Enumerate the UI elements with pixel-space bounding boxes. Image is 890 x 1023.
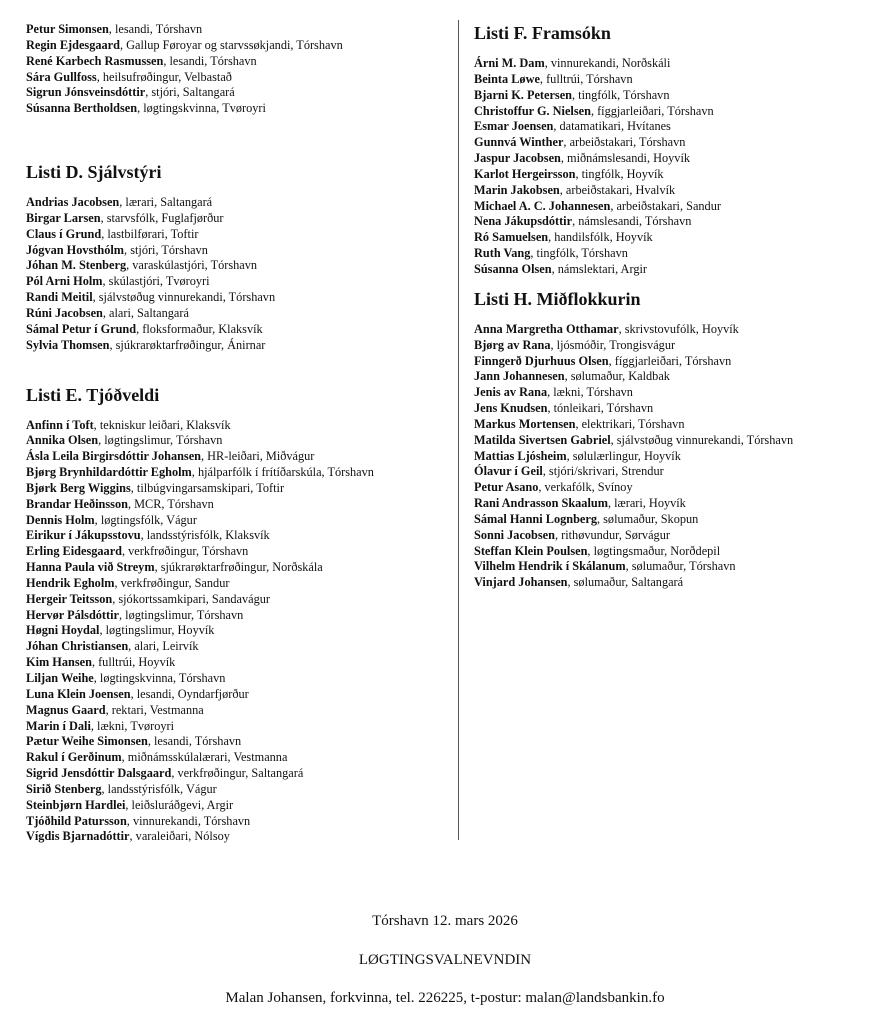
candidate-name: Sigrun Jónsveinsdóttir <box>26 85 146 100</box>
candidate-details: , løgtingsmaður, Norðdepil <box>587 543 721 558</box>
candidate-name: Beinta Løwe <box>474 71 540 86</box>
candidate-details: , sølumaður, Saltangará <box>567 575 684 590</box>
candidate-name: Høgni Hoydal <box>26 623 100 638</box>
candidate-name: Bjørk Berg Wiggins <box>26 480 131 495</box>
candidate-details: , sjálvstøðug vinnurekandi, Tórshavn <box>610 432 794 447</box>
candidate-details: , lækni, Tórshavn <box>547 385 633 400</box>
candidate-entry <box>26 195 451 211</box>
candidate-entry <box>26 782 451 798</box>
candidate-details: , vinnurekandi, Norðskáli <box>544 56 671 70</box>
candidate-entry <box>474 575 884 591</box>
candidate-details: , lesandi, Tórshavn <box>108 22 203 36</box>
candidate-name: Petur Asano <box>474 480 539 495</box>
candidate-details: , lærari, Hoyvík <box>607 496 686 511</box>
candidate-entry <box>26 528 451 544</box>
candidate-details: , sjálvstøðug vinnurekandi, Tórshavn <box>92 290 276 305</box>
candidate-entry <box>26 465 451 481</box>
candidate-details: , floksformaður, Klaksvík <box>136 321 263 336</box>
candidate-entry <box>474 512 884 528</box>
candidate-details: , lesandi, Oyndarfjørður <box>130 686 249 701</box>
list-heading: Listi F. Framsókn <box>474 23 611 43</box>
candidate-entry <box>474 119 884 135</box>
candidate-details: , løgtingsfólk, Vágur <box>94 512 197 527</box>
candidate-entry <box>26 101 451 117</box>
candidate-details: , varaleiðari, Nólsoy <box>129 829 230 844</box>
candidate-entry <box>26 258 451 274</box>
candidate-details: , leiðsluráðgevi, Argir <box>125 797 234 812</box>
candidate-name: Hendrik Egholm <box>26 575 115 590</box>
candidate-entry <box>26 829 451 845</box>
candidate-name: Rakul í Gerðinum <box>26 750 122 765</box>
candidate-details: , vinnurekandi, Tórshavn <box>126 813 251 828</box>
candidate-name: Bjarni K. Petersen <box>474 87 573 102</box>
candidate-entry <box>474 322 884 338</box>
candidate-details: , hjálparfólk í frítíðarskúla, Tórshavn <box>191 465 374 480</box>
candidate-entry <box>474 183 884 199</box>
candidate-entry <box>474 417 884 433</box>
candidate-entry <box>26 54 451 70</box>
candidate-details: , námslektari, Argir <box>551 261 647 276</box>
candidate-name: Hervør Pálsdóttir <box>26 607 120 622</box>
candidate-name: Jóhan M. Stenberg <box>26 258 127 273</box>
candidate-name: Bjørg av Rana <box>474 337 551 352</box>
candidate-details: , løgtingskvinna, Tórshavn <box>93 671 226 685</box>
candidate-entry <box>474 214 884 230</box>
candidate-entry <box>474 151 884 167</box>
candidate-entry <box>26 576 451 592</box>
candidate-details: , lærari, Saltangará <box>119 195 213 210</box>
candidate-details: , stjóri/skrivari, Strendur <box>542 464 664 479</box>
candidate-name: Rúni Jacobsen <box>26 305 103 320</box>
candidate-entry <box>26 719 451 735</box>
candidate-entry <box>26 70 451 86</box>
candidate-entry <box>474 433 884 449</box>
candidate-details: , landsstýrisfólk, Vágur <box>101 781 217 796</box>
candidate-name: Sirið Stenberg <box>26 781 102 796</box>
candidate-details: , datamatikari, Hvítanes <box>553 119 671 134</box>
candidate-details: , sjúkrarøktarfrøðingur, Ánirnar <box>109 337 266 352</box>
candidate-name: Jógvan Hovsthólm <box>26 242 125 257</box>
candidate-details: , løgtingslimur, Tórshavn <box>98 433 223 448</box>
candidate-entry <box>26 544 451 560</box>
candidate-name: Rani Andrasson Skaalum <box>474 496 608 511</box>
list-heading: Listi D. Sjálvstýri <box>26 162 162 183</box>
candidate-entry <box>26 814 451 830</box>
candidate-name: Luna Klein Joensen <box>26 686 131 701</box>
candidate-details: , tingfólk, Hoyvík <box>575 166 664 181</box>
candidate-name: Eirikur í Jákupsstovu <box>26 528 141 543</box>
candidate-entry <box>26 734 451 750</box>
candidate-entry <box>474 496 884 512</box>
candidate-entry <box>474 385 884 401</box>
candidate-name: Bjørg Brynhildardóttir Egholm <box>26 465 192 480</box>
candidate-details: , heilsufrøðingur, Velbastað <box>96 69 232 84</box>
candidate-name: Ólavur í Geil <box>474 464 543 479</box>
candidate-details: , tingfólk, Tórshavn <box>530 246 628 261</box>
candidate-details: , rithøvundur, Sørvágur <box>554 527 670 542</box>
candidate-entry <box>26 243 451 259</box>
candidate-details: , arbeiðstakari, Tórshavn <box>563 135 686 150</box>
candidate-details: , tekniskur leiðari, Klaksvík <box>93 417 231 432</box>
candidate-entry <box>26 592 451 608</box>
candidate-name: Pætur Weihe Simonsen <box>26 734 148 749</box>
candidate-details: , sølumaður, Skopun <box>597 511 699 526</box>
list-heading: Listi H. Miðflokkurin <box>474 288 641 309</box>
candidate-entry <box>26 22 451 38</box>
candidate-details: , miðnámsskúlalærari, Vestmanna <box>121 750 288 765</box>
candidate-details: , skúlastjóri, Tvøroyri <box>102 274 210 289</box>
candidate-entry <box>474 559 884 575</box>
candidate-entry <box>26 211 451 227</box>
candidate-entry <box>26 750 451 766</box>
candidate-name: Vilhelm Hendrik í Skálanum <box>474 559 626 574</box>
candidate-name: Michael A. C. Johannesen <box>474 198 611 213</box>
candidate-entry <box>26 639 451 655</box>
candidate-name: Christoffur G. Nielsen <box>474 103 591 118</box>
candidate-entry <box>26 290 451 306</box>
candidate-name: Vígdis Bjarnadóttir <box>26 829 130 844</box>
candidate-entry <box>26 798 451 814</box>
candidate-name: Esmar Joensen <box>474 119 554 134</box>
candidate-name: Claus í Grund <box>26 226 102 241</box>
candidate-details: , Gallup Føroyar og starvssøkjandi, Tórshavn <box>119 37 343 52</box>
candidate-name: René Karbech Rasmussen <box>26 53 164 68</box>
candidate-name: Sámal Hanni Lognberg <box>474 511 597 526</box>
candidate-details: , sjúkrarøktarfrøðingur, Norðskála <box>154 560 323 575</box>
candidate-details: , HR-leiðari, Miðvágur <box>201 449 315 464</box>
candidate-name: Sigrid Jensdóttir Dalsgaard <box>26 766 172 781</box>
candidate-details: , fíggjarleiðari, Tórshavn <box>608 353 732 368</box>
candidate-details: , tónleikari, Tórshavn <box>547 401 654 416</box>
candidate-details: , miðnámslesandi, Hoyvík <box>560 151 691 166</box>
candidate-details: , rektari, Vestmanna <box>105 702 204 717</box>
candidate-entry <box>26 38 451 54</box>
candidate-entry <box>26 513 451 529</box>
candidate-entry <box>474 401 884 417</box>
candidate-entry <box>474 449 884 465</box>
candidate-details: , landsstýrisfólk, Klaksvík <box>140 528 270 543</box>
candidate-entry <box>474 246 884 262</box>
candidate-entry <box>474 56 884 72</box>
candidate-name: Karlot Hergeirsson <box>474 166 576 181</box>
candidate-details: , alari, Saltangará <box>102 305 189 320</box>
candidate-entry <box>474 72 884 88</box>
candidate-name: Hanna Paula við Streym <box>26 560 155 575</box>
candidate-details: , lesandi, Tórshavn <box>147 734 242 749</box>
candidate-entry <box>474 104 884 120</box>
candidate-entry <box>474 338 884 354</box>
place-date: Tórshavn 12. mars 2026 <box>372 913 518 929</box>
candidate-name: Andrias Jacobsen <box>26 195 120 210</box>
candidate-name: Hergeir Teitsson <box>26 591 113 606</box>
candidate-name: Jaspur Jacobsen <box>474 151 561 166</box>
candidate-name: Annika Olsen <box>26 433 99 448</box>
candidate-name: Súsanna Bertholdsen <box>26 101 138 116</box>
candidate-name: Finngerð Djurhuus Olsen <box>474 353 609 368</box>
candidate-details: , verkfrøðingur, Tórshavn <box>122 544 249 559</box>
candidate-name: Mattias Ljósheim <box>474 448 567 463</box>
candidate-entry <box>26 608 451 624</box>
candidate-entry <box>474 480 884 496</box>
candidate-name: Tjóðhild Patursson <box>26 813 127 828</box>
candidate-name: Magnus Gaard <box>26 702 106 717</box>
candidate-details: , løgtingslimur, Tórshavn <box>119 607 244 622</box>
candidate-name: Petur Simonsen <box>26 22 109 36</box>
candidate-name: Marin í Dali <box>26 718 91 733</box>
candidate-name: Jóhan Christiansen <box>26 639 129 654</box>
candidate-name: Anfinn í Toft <box>26 417 94 432</box>
candidate-name: Brandar Heðinsson <box>26 496 128 511</box>
candidate-name: Sára Gullfoss <box>26 69 97 84</box>
candidate-entry <box>26 766 451 782</box>
column-divider <box>458 20 459 840</box>
candidate-name: Ró Samuelsen <box>474 230 549 245</box>
candidate-details: , MCR, Tórshavn <box>127 496 214 511</box>
candidate-name: Jenis av Rana <box>474 385 548 400</box>
contact-line: Malan Johansen, forkvinna, tel. 226225, t-postur: malan@landsbankin.fo <box>225 990 665 1006</box>
candidate-entry <box>26 85 451 101</box>
candidate-entry <box>474 544 884 560</box>
candidate-name: Nena Jákupsdóttir <box>474 214 573 229</box>
candidate-entry <box>26 703 451 719</box>
candidate-details: , løgtingskvinna, Tvøroyri <box>137 101 266 116</box>
candidate-entry <box>474 230 884 246</box>
candidate-details: , tingfólk, Tórshavn <box>572 87 670 102</box>
candidate-entry <box>26 449 451 465</box>
candidate-details: , verkafólk, Svínoy <box>538 480 633 495</box>
candidate-name: Gunnvá Winther <box>474 135 564 150</box>
candidate-name: Árni M. Dam <box>474 56 545 70</box>
candidate-entry <box>26 481 451 497</box>
candidate-details: , verkfrøðingur, Sandur <box>114 575 230 590</box>
candidate-entry <box>26 687 451 703</box>
candidate-details: , løgtingslimur, Hoyvík <box>99 623 215 638</box>
list-heading: Listi E. Tjóðveldi <box>26 384 160 405</box>
candidate-details: , starvsfólk, Fuglafjørður <box>100 210 224 225</box>
candidate-entry <box>26 322 451 338</box>
candidate-entry <box>474 88 884 104</box>
candidate-details: , varaskúlastjóri, Tórshavn <box>126 258 258 273</box>
candidate-name: Birgar Larsen <box>26 210 101 225</box>
candidate-details: , alari, Leirvík <box>128 639 199 654</box>
candidate-details: , fíggjarleiðari, Tórshavn <box>590 103 714 118</box>
candidate-entry <box>26 274 451 290</box>
candidate-entry <box>474 199 884 215</box>
committee-name: LØGTINGSVALNEVNDIN <box>358 952 532 968</box>
candidate-name: Dennis Holm <box>26 512 95 527</box>
candidate-name: Randi Meitil <box>26 290 93 305</box>
candidate-name: Sonni Jacobsen <box>474 527 555 542</box>
candidate-name: Kim Hansen <box>26 655 92 670</box>
candidate-details: , námslesandi, Tórshavn <box>572 214 692 229</box>
candidate-name: Sylvia Thomsen <box>26 337 110 352</box>
candidate-entry <box>26 433 451 449</box>
candidate-entry <box>26 497 451 513</box>
candidate-details: , sølulærlingur, Hoyvík <box>566 448 681 463</box>
candidate-details: , handilsfólk, Hoyvík <box>548 230 653 245</box>
candidate-name: Steffan Klein Poulsen <box>474 543 588 558</box>
candidate-details: , lesandi, Tórshavn <box>163 53 257 68</box>
candidate-entry <box>26 227 451 243</box>
candidate-entry <box>26 306 451 322</box>
candidate-details: , sjókortssamkipari, Sandavágur <box>112 591 270 606</box>
candidate-details: , tilbúgvingarsamskipari, Toftir <box>130 480 285 495</box>
left-column <box>26 22 451 845</box>
candidate-details: , arbeiðstakari, Hvalvík <box>559 182 676 197</box>
candidate-entry <box>26 623 451 639</box>
candidate-entry <box>26 338 451 354</box>
candidate-name: Liljan Weihe <box>26 671 94 685</box>
candidate-details: , ljósmóðir, Trongisvágur <box>550 337 676 352</box>
candidate-name: Jann Johannesen <box>474 369 565 384</box>
right-column <box>474 22 884 591</box>
candidate-details: , sølumaður, Tórshavn <box>625 559 736 574</box>
candidate-name: Ásla Leila Birgirsdóttir Johansen <box>26 449 202 464</box>
candidate-entry <box>474 528 884 544</box>
candidate-entry <box>474 135 884 151</box>
candidate-details: , lækni, Tvøroyri <box>90 718 175 733</box>
candidate-name: Erling Eidesgaard <box>26 544 122 559</box>
candidate-name: Pól Arni Holm <box>26 274 103 289</box>
candidate-entry <box>474 262 884 278</box>
candidate-entry <box>26 560 451 576</box>
candidate-entry <box>474 464 884 480</box>
candidate-name: Sámal Petur í Grund <box>26 321 137 336</box>
candidate-details: , stjóri, Tórshavn <box>124 242 208 257</box>
candidate-details: , lastbilførari, Toftir <box>101 226 199 241</box>
candidate-details: , sølumaður, Kaldbak <box>564 369 670 384</box>
candidate-entry <box>26 671 451 687</box>
candidate-entry <box>474 167 884 183</box>
candidate-details: , arbeiðstakari, Sandur <box>610 198 721 213</box>
candidate-entry <box>474 369 884 385</box>
candidate-details: , fulltrúi, Tórshavn <box>539 71 633 86</box>
candidate-details: , skrivstovufólk, Hoyvík <box>618 321 739 336</box>
candidate-details: , elektrikari, Tórshavn <box>575 416 685 431</box>
candidate-entry <box>474 354 884 370</box>
candidate-name: Vinjard Johansen <box>474 575 568 590</box>
candidate-details: , fulltrúi, Hoyvík <box>91 655 176 670</box>
candidate-entry <box>26 418 451 434</box>
candidate-details: , stjóri, Saltangará <box>145 85 235 100</box>
candidate-name: Ruth Vang <box>474 246 531 261</box>
candidate-name: Regin Ejdesgaard <box>26 37 120 52</box>
candidate-name: Matilda Sivertsen Gabriel <box>474 432 611 447</box>
candidate-name: Markus Mortensen <box>474 416 576 431</box>
candidate-name: Súsanna Olsen <box>474 261 552 276</box>
candidate-entry <box>26 655 451 671</box>
candidate-name: Marin Jakobsen <box>474 182 560 197</box>
candidate-name: Steinbjørn Hardlei <box>26 797 126 812</box>
candidate-details: , verkfrøðingur, Saltangará <box>171 766 304 781</box>
candidate-name: Jens Knudsen <box>474 401 548 416</box>
candidate-name: Anna Margretha Otthamar <box>474 321 619 336</box>
